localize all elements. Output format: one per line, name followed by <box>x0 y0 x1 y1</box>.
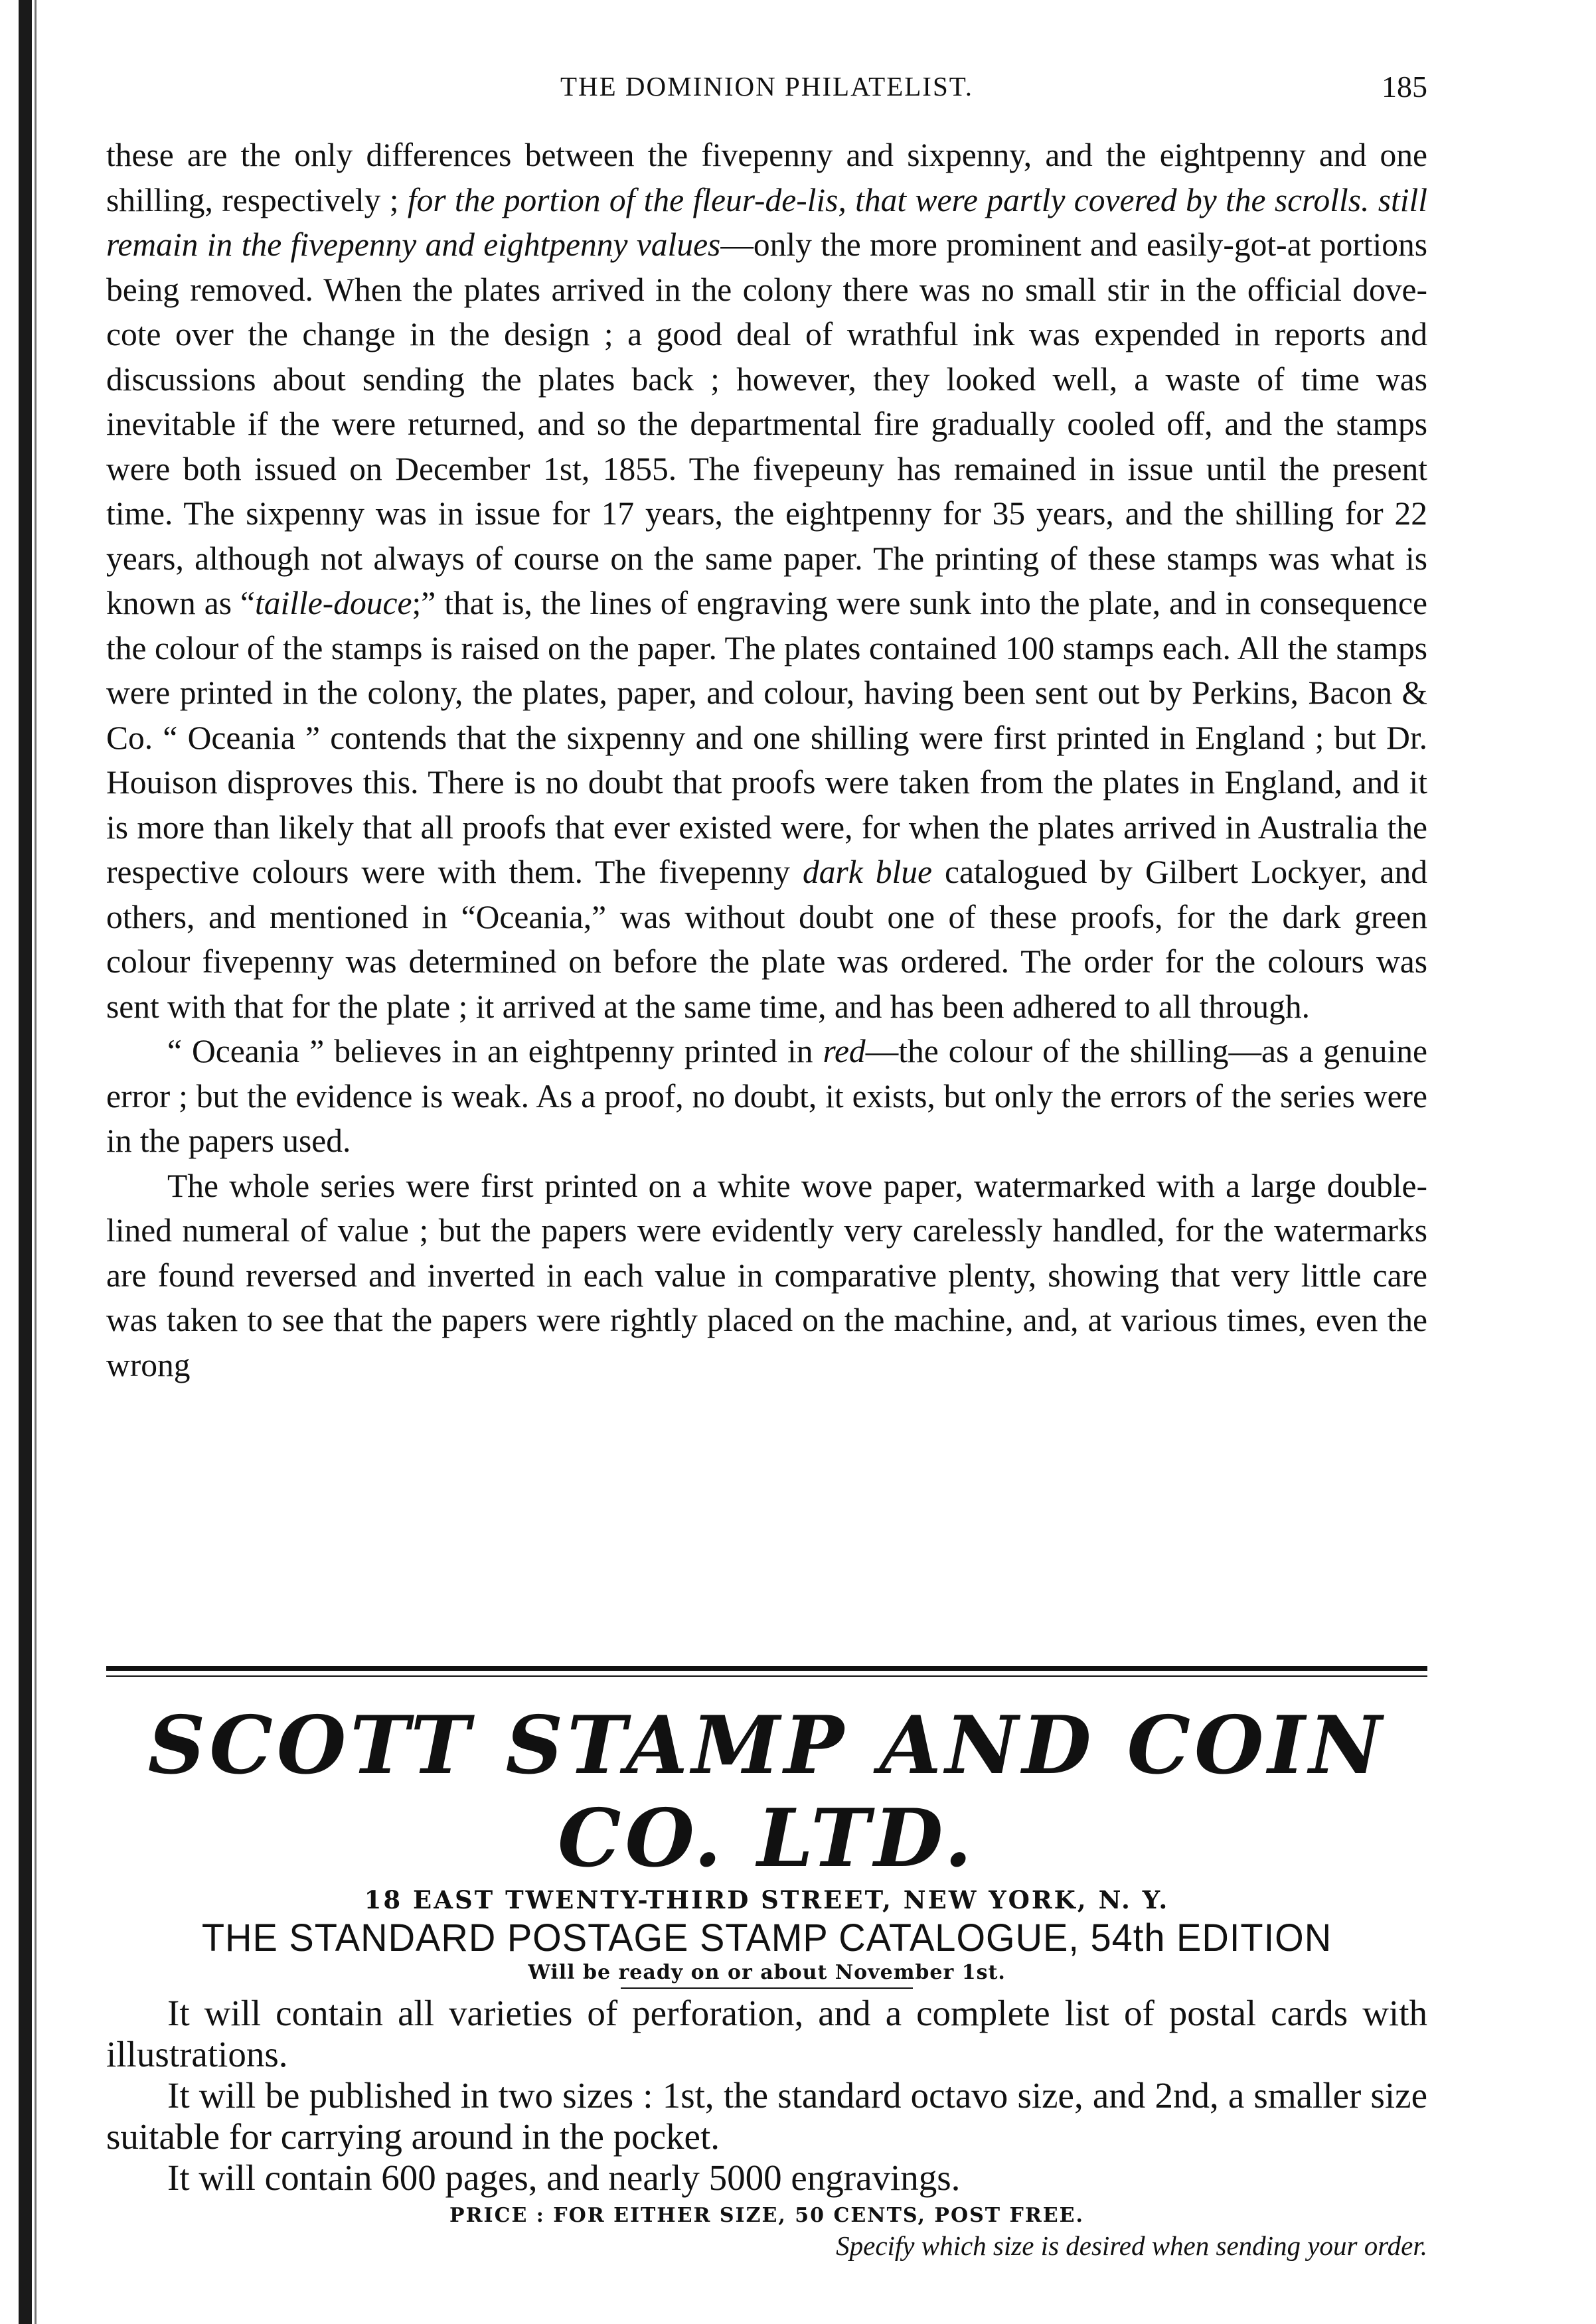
ad-price: PRICE : FOR EITHER SIZE, 50 CENTS, POST FREE. <box>449 2204 1084 2227</box>
paragraph-3: The whole series were first printed on a white wove paper, watermarked with a large double-lined numeral of value ; but the papers were evidently very carelessly handled, for the watermarks are found reversed and inverted in each value in comparative plenty, showing that very little care was taken to see that the papers were rightly placed on the machine, and, at various times, even the wrong <box>106 1167 1427 1383</box>
ad-description <box>106 1993 1427 2199</box>
advertisement <box>106 1686 1427 2262</box>
paragraph-1-text-b: —only the more prominent and easily-got-at portions being removed. When the plates arrived in the colony there was no small stir in the official dove-cote over the change in the design ; a good deal of wrathful ink was expended in reports and discussions about sending the plates back ; however, they looked well, a waste of time was inevitable if the were returned, and so the departmental fire gradually cooled off, and the stamps were both issued on December 1st, 1855. The fivepeuny has remained in issue until the present time. The sixpenny was in issue for 17 years, the eightpenny for 35 years, and the shilling for 22 years, although not always of course on the same paper. The printing of these stamps was what is known as “ <box>106 226 1427 621</box>
paragraph-2 <box>106 1029 1427 1164</box>
binding-spine <box>19 0 32 2324</box>
paragraph-1 <box>106 133 1427 1029</box>
paragraph-2-text-b: —the colour of the shilling—as a genuine error ; but the evidence is weak. As a proof, no doubt, it exists, but only the errors of the series were in the papers used. <box>106 1033 1428 1159</box>
red-term: red <box>823 1033 866 1069</box>
dark-blue-term: dark blue <box>803 854 933 890</box>
ad-catalogue-title: THE STANDARD POSTAGE STAMP CATALOGUE, 54th EDITION <box>201 1915 1332 1960</box>
ad-ready-date: Will be ready on or about November 1st. <box>528 1961 1006 1984</box>
paragraph-1-text-c: ;” that is, the lines of engraving were sunk into the plate, and in consequence the colour of the stamps is raised on the paper. The plates contained 100 stamps each. All the stamps were printed in the colony, the plates, paper, and colour, having been sent out by Perkins, Bacon & Co. “ Oceania ” contends that the sixpenny and one shilling were first printed in England ; but Dr. Houison disproves this. There is no doubt that proofs were taken from the plates in England, and it is more than likely that all proofs that ever existed were, for when the plates arrived in Australia the respective colours were with them. The fivepenny <box>106 585 1427 890</box>
taille-douce-term: taille-douce <box>255 585 412 621</box>
ad-specify-note: Specify which size is desired when sending your order. <box>836 2230 1427 2261</box>
ad-line-3: It will contain 600 pages, and nearly 5000 engravings. <box>167 2157 961 2198</box>
binding-edge <box>35 0 37 2324</box>
ad-rule-thick <box>106 1666 1427 1671</box>
ad-line-2: It will be published in two sizes : 1st, the standard octavo size, and 2nd, a smaller size suitable for carrying around in the pocket. <box>106 2075 1427 2157</box>
running-head: THE DOMINION PHILATELIST. <box>560 71 974 102</box>
ad-rule-thin <box>106 1675 1427 1677</box>
ad-divider <box>621 1987 913 1989</box>
article-body <box>106 133 1427 1387</box>
page-header <box>106 66 1427 113</box>
paragraph-2-text-a: “ Oceania ” believes in an eightpenny printed in <box>167 1033 823 1069</box>
paragraph-1-italic: for the portion of the fleur-de-lis, that were partly covered by the scrolls. still remain in the fivepenny and eightpenny values <box>106 181 1427 263</box>
ad-company-name: SCOTT STAMP AND COIN CO. LTD. <box>147 1699 1386 1885</box>
ad-address: 18 EAST TWENTY-THIRD STREET, NEW YORK, N. Y. <box>364 1885 1170 1914</box>
page-number: 185 <box>1382 70 1427 104</box>
ad-line-1: It will contain all varieties of perforation, and a complete list of postal cards with illustrations. <box>106 1993 1427 2074</box>
paragraph-1-text-a: these are the only differences between the fivepenny and sixpenny, and the eightpenny and one shilling, respectively ; <box>106 137 1427 218</box>
paragraph-1-text-d: catalogued by Gilbert Lockyer, and others, and mentioned in “Oceania,” was without doubt one of these proofs, for the dark green colour fivepenny was determined on before the plate was ordered. The order for the colours was sent with that for the plate ; it arrived at the same time, and has been adhered to all through. <box>106 854 1427 1025</box>
